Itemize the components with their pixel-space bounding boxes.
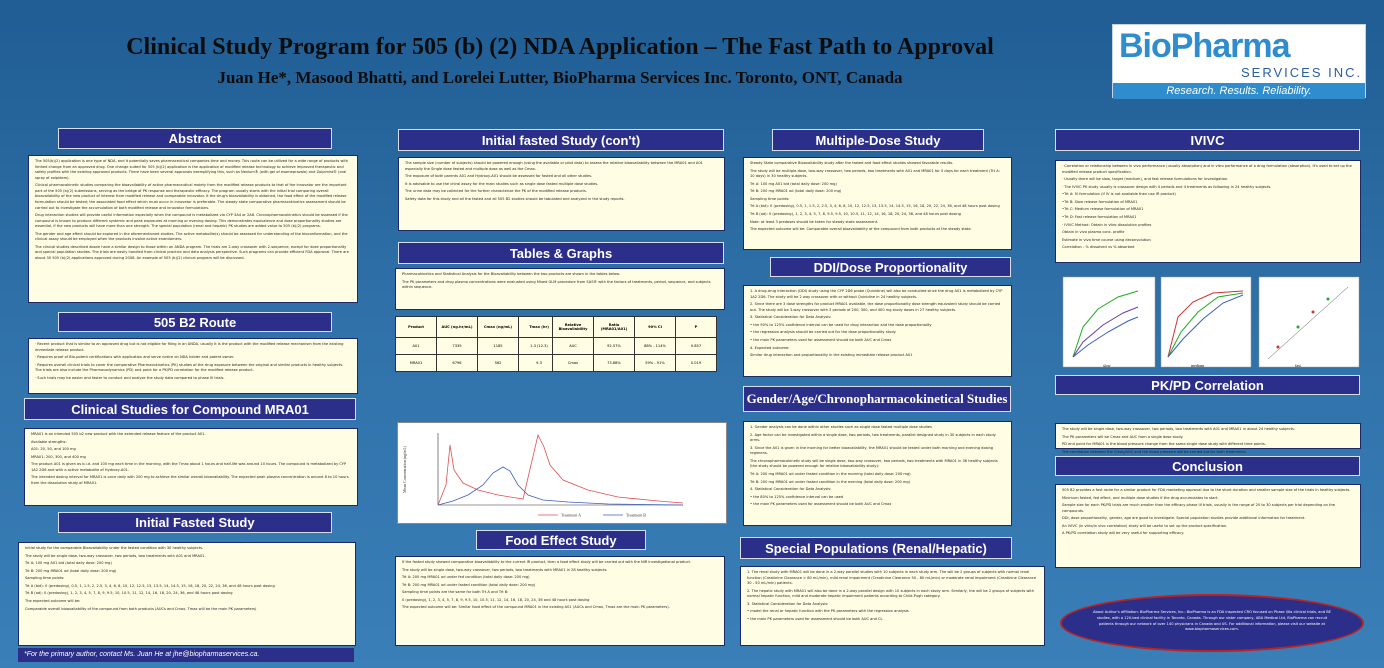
abstract-header: Abstract	[58, 128, 332, 149]
pkpd-paragraph: The study will be single dose, two-way crossover, two periods, two treatments with A01 and MRA01 in about 24 healthy subjects.	[1062, 427, 1296, 431]
pkpd-paragraph: The PK parameters will be Cmax and AUC from a single dose study.	[1062, 434, 1184, 439]
initial-paragraph: The expected outcome will be:	[25, 598, 81, 603]
table-row	[553, 338, 717, 355]
food-header: Food Effect Study	[476, 530, 646, 550]
ddi-body	[743, 285, 1012, 377]
initial_cont-paragraph: It is advisable to use the chiral assay for the main studies such as single dose fasted multiple dose studies.	[405, 181, 599, 186]
poster-authors: Juan He*, Masood Bhatti, and Lorelei Lutter, BioPharma Services Inc. Toronto, ONT, Canada	[217, 68, 903, 87]
tables-body	[395, 268, 725, 310]
table-cell: 9.3	[519, 355, 560, 372]
special-paragraph: • the main PK parameters used for assessment should be both AUC and CL	[747, 616, 883, 621]
multiple-body	[743, 157, 1012, 250]
logo-name: BioPharma	[1119, 27, 1290, 65]
gender-paragraph: 1. Gender analysis can be done within other studies such as single dose fasted multiple dose studies	[750, 425, 932, 429]
initial_cont-paragraph: The exposure of both parents A01 and Hydroxy-A01 should be assessed for fasted and all other studies.	[405, 174, 593, 179]
tables-paragraph: Pharmacokinetics and Statistical Analysis for the Bioavailability between the two products are shown in the tables below.	[402, 272, 621, 276]
pkpd-body	[1055, 423, 1361, 454]
food-paragraph: The expected outcome will be: Similar food effect of the compound MRA01 in the existing A01 (AUCs and Cmax, Tmax are the main PK parameters).	[402, 605, 670, 610]
food-paragraph: Trt A: 200 mg MRA01 od under fed condition (total daily dose: 200 mg)	[402, 575, 530, 580]
special-paragraph: 3. Statistical Consideration for Data Analysis:	[747, 601, 829, 606]
initial-paragraph: The study will be single dose, two-way crossover, two periods, two treatments with A01 and MRA01.	[25, 553, 206, 558]
gender-paragraph: • the 80% to 125% confidence interval can be used	[750, 494, 844, 499]
conclusion-paragraph: Minimum fasted, fed effect, and multiple dose studies if the drug accumulates to start.	[1062, 495, 1219, 500]
table-header-cell: Product	[396, 317, 437, 338]
abstract-paragraph: Clinical pharmacokinetic studies comparing the bioavailability of active pharmaceutical moiety from the modified release products to that of the innovator are the important part of the 505 (b)(2) submissions, serving as the bridge of PK response and therapeutic efficacy. The program usually starts with the initial trial comparing overall bioavailability of the new product of interest from modified release and comparable innovator. It the drug's bioavailability is obtained, the food effect of the modified release formulation should be tested; the associated food effect which must occur in innovator is preferable. The steady state comparative pharmacokinetics assessment should be carried out to investigate the accumulation of both modified release and innovator formulations.	[35, 183, 347, 210]
table-cell: 0.019	[676, 355, 717, 372]
ivivc-header: IVIVC	[1055, 129, 1360, 151]
gender-body	[743, 421, 1012, 526]
compound-paragraph: The intended dosing interval for MRA01 is once daily with 200 mg to achieve the similar overall bioavailability. The expected peak plasma concentration is around 8 to 10 hours from the dissolution study of MRA01.	[31, 475, 349, 485]
multiple-paragraph: Steady State comparative Bioavailability study after the fasted and food effect studies showed favorable results.	[750, 161, 954, 165]
table-row	[553, 355, 717, 372]
multiple-paragraph: Sampling time points:	[750, 196, 790, 201]
table-cell: 59% - 91%	[635, 355, 676, 372]
multiple-paragraph: Trt B (od): 0 (predosing), 1, 2, 3, 4, 5, 7, 8, 9.5, 9.5, 10, 10.5, 11, 12, 14, 16, 18, 20, 24, 36, and 48 hours post dosing	[750, 211, 961, 216]
affiliation-ellipse: About Author's affiliation: BioPharma Services, Inc.: BioPharma is an FDA inspected CRO focused on Phase I/IIa clinical trials, and BE studies, with a 120-bed clinical facility in Toronto, Canada. Through our sister company, ABA Medical Ltd, BioPharma can recruit patients through our network of over 140 physicians in Canada and US. For additional information, please visit our website at www.biopharmaservices.com.	[1060, 594, 1364, 652]
ivivc-paragraph: •Trt B: Slow release formulation of MRA01	[1062, 199, 1138, 204]
ivivc-legend-medium: medium	[1191, 363, 1205, 368]
multiple-paragraph: The study will be multiple-dose, two-way crossover, two periods, two treatments with A01 and MRA01 for 5 days for each treatment (Trt A: 10 days) in 30 healthy subjects.	[750, 168, 1000, 179]
legend-label-b: Treatment B	[626, 512, 646, 518]
stat-table-header	[553, 317, 717, 338]
pk-chart	[397, 422, 727, 524]
ivivc-paragraph: · IVIVC Method: Obtain in vitro dissolution profiles	[1062, 222, 1152, 227]
ivivc-paragraph: · Correlation or relationship between in vivo performance (usually absorption) and in vitro performance of a drug formulation (absorption). It's used to set up the modified release product specification.	[1062, 164, 1352, 174]
multiple-paragraph: Trt B: 200 mg MRA01 od (total daily dose: 200 mg)	[750, 189, 842, 194]
company-logo	[1112, 24, 1366, 98]
series-treatment-a	[438, 435, 683, 505]
conclusion-header: Conclusion	[1055, 456, 1360, 476]
table-cell: 562	[478, 355, 519, 372]
initial-paragraph: Initial study for the comparable Bioavailability under the fasted condition with 30 healthy subjects.	[25, 546, 204, 550]
food-paragraph: Trt B: 200 mg MRA01 od under fasted condition (total daily dose: 200 mg)	[402, 582, 536, 587]
conclusion-paragraph: DDI, dose proportionality, gender, age are good to investigate. Special population studies provide additional information for treatment.	[1062, 516, 1306, 521]
food-body	[395, 556, 725, 646]
gender-paragraph: Trt A: 200 mg MRA01 od under fasted condition in the morning (total daily dose: 200 mg)	[750, 471, 911, 476]
conclusion-body	[1055, 484, 1361, 568]
stat-table	[552, 316, 717, 372]
special-header: Special Populations (Renal/Hepatic)	[740, 537, 1012, 559]
table-header-cell: Tmax (hr)	[519, 317, 560, 338]
initial-header: Initial Fasted Study	[58, 512, 332, 533]
table-cell: 73.88%	[594, 355, 635, 372]
compound-paragraph: A01: 20, 50, and 100 mg	[31, 447, 76, 452]
food-paragraph: Sampling time points are the same for both Trt A and Trt B:	[402, 590, 509, 595]
conclusion-paragraph: An IVIVC (in vitro/in vivo correlation) study will be useful to set up the product specification.	[1062, 523, 1228, 528]
ddi-paragraph: Similar drug interaction and proportionality in the existing immediate release product A01	[750, 353, 913, 358]
table-cell: 7339	[437, 338, 478, 355]
multiple-paragraph: Trt A: 100 mg A01 bid (total daily dose: 200 mg)	[750, 181, 837, 186]
table-cell: 92.57%	[594, 338, 635, 355]
initial_cont-paragraph: The sample size (number of subjects) should be powered enough (using the available or pilot data) to assess the relative bioavailability between the MRA01 and A01 especially the Single dose fasted and multiple dose as well as the Cmax.	[405, 161, 703, 171]
pk-table	[395, 316, 560, 372]
ivivc-paragraph: •Trt D: Fast release formulation of MRA01	[1062, 214, 1137, 219]
table-cell: 6796	[437, 355, 478, 372]
compound-paragraph: The product A01 is given as b.i.d. and 100 mg each time in the morning, with the Tmax about 1 hours and half-life was around 10 hours. The compound is metabolized by CYP 1A2 2D6 and with a active metabolite of Hydroxy-A01.	[31, 462, 347, 472]
initial-paragraph: Sampling time points:	[25, 576, 65, 581]
multiple-paragraph: Trt A (bid): 0 (predosing), 0.5, 1, 1.5, 2, 2.5, 3, 4, 6, 8, 10, 12, 12.5, 13, 13.5, 14, 14.5, 15, 16, 18, 20, 22, 24, 36, and 48 hours post dosing	[750, 204, 1000, 209]
b2route-header: 505 B2 Route	[58, 312, 332, 332]
ivivc-paragraph: Correlation - % dissolved vs % absorbed	[1062, 245, 1135, 250]
initial-cont-header: Initial fasted Study (con't)	[398, 129, 724, 151]
table-cell: MRA01	[396, 355, 437, 372]
multiple-header: Multiple-Dose Study	[772, 129, 984, 151]
stat-table-wrap	[552, 316, 717, 372]
table-cell: A01	[396, 338, 437, 355]
table-header-cell: Relative Bioavailability	[553, 317, 594, 338]
pk-table-wrap	[395, 316, 560, 372]
conclusion-paragraph: Sample size for each PK/PD trials are much smaller than the efficacy phase III trials, usually in the range of 20 to 30 subjects per trial depending on the compounds.	[1062, 503, 1335, 513]
abstract-paragraph: The gender and age effect should be explored in the aforementioned studies. The active metabolite(s) should be assessed for understanding of the bioconformation, and the clinical assay should be employed when the products involve active enantiomers.	[35, 231, 348, 242]
abstract-paragraph: The clinical studies described above have a similar design to those within an ANDA program. The trials are 2-way crossover with 2-sequence, except for dose proportionality and special population studies. The trials are easily handled from clinical practice and data analysis perspective. Such programs can provide efficient FDA approval. There are about 30 505 (b)(2) applications approved during 2008. An example of 505 (b)(2) clinical program will be discussed.	[35, 244, 349, 260]
table-cell: 88% - 114%	[635, 338, 676, 355]
ivivc-charts-svg	[1063, 277, 1363, 369]
special-paragraph: 2. The hepatic study with MRA01 will also be done in a 2-way parallel design with 10 subjects in each study arm. Similarly, the will be 2 groups of subjects with normal hepatic function, mild and moderate hepatic impairment patients according to Child-Pugh category.	[747, 588, 1034, 599]
table-cell: 1.3 (12.3)	[519, 338, 560, 355]
gender-paragraph: 4. Statistical Consideration for Data Analysis:	[750, 487, 832, 492]
b2route-paragraph: · Requires proof of Bio-potent certifications with application and serve notice on NDA holder and patent owner.	[35, 355, 235, 360]
series-treatment-b	[438, 467, 683, 505]
table-header-cell: 90% CI	[635, 317, 676, 338]
footnote: *For the primary author, contact Ms. Juan He at jhe@biopharmaservices.ca.	[18, 648, 354, 662]
ddi-paragraph: • the main PK parameters used for assessment should be both AUC and Cmax	[750, 337, 892, 342]
logo-tagline: Research. Results. Reliability.	[1113, 83, 1365, 99]
ddi-paragraph: 1. A drug-drug interaction (DDI) study using the CYP 2D6 probe (Quinidine) will also be conducted since the drug A01 is metabolized by CYP 1A2 2D6. The study will be 2 way crossover with or without Quinidine in 24 healthy subjects.	[750, 289, 1003, 299]
ivivc-point	[1327, 298, 1330, 301]
ivivc-point	[1277, 346, 1280, 349]
compound-paragraph: Available strengths:	[31, 439, 67, 444]
initial-paragraph: Trt A (bid): 0 (predosing), 0.5, 1, 1.5, 2, 2.5, 3, 4, 6, 8, 10, 12, 12.5, 13, 13.5, 14, 14.5, 15, 16, 18, 20, 22, 24, 36, and 48 hours post dosing	[25, 583, 275, 588]
ivivc-chart-2-bg	[1161, 277, 1251, 367]
pkpd-paragraph: The correlation between the Cmax/AUC and the blood pressure will be carried out for both treatments.	[1062, 449, 1247, 454]
table-row	[396, 338, 560, 355]
ivivc-paragraph: · Usually there will be slow, target (medium), and fast release formulations for investigation.	[1062, 177, 1229, 182]
table-header-cell: AUC (ng.hr/mL)	[437, 317, 478, 338]
gender-paragraph: • the main PK parameters used for assessment should be both AUC and Cmax	[750, 502, 892, 507]
ddi-paragraph: 4. Expected outcome:	[750, 345, 790, 350]
pk-table-header	[396, 317, 560, 338]
table-header-cell: P	[676, 317, 717, 338]
initial_cont-paragraph: The urine data may be collected for the further characterize the PK of the modified release products.	[405, 189, 587, 194]
table-cell: 1185	[478, 338, 519, 355]
tables-paragraph: The PK parameters and drug plasma concentrations were evaluated using Mixed GLM procedure from SAS® with the factors of treatments, period, sequence, and subjects within sequence.	[402, 279, 711, 290]
b2route-paragraph: · Recent product that is similar to an approved drug but is not eligible for filing in an ANDA, usually it is the product with the modified release mechanism from the existing immediate release product.	[35, 342, 344, 352]
ddi-paragraph: • the regression analysis should be carried out for the dose proportionality study.	[750, 330, 897, 335]
poster-title: Clinical Study Program for 505 (b) (2) NDA Application – The Fast Path to Approval	[126, 34, 994, 60]
multiple-paragraph: Note: at least 3 predoses should be taken for steady state assessment.	[750, 219, 879, 224]
compound-body	[24, 428, 358, 506]
compound-header: Clinical Studies for Compound MRA01	[24, 398, 356, 420]
abstract-paragraph: Drug interaction studies will provide useful information especially when the compound is metabolized via CYP 3A4 or 2A6. Chronopharmacokinetics should be assessed if the compound is known to produce different systemic and peak exposures at morning or evening dosing. This demonstrates equivalence and dose proportionality studies are essential, if the new products will have more than one strength. The special population (renal and hepatic) PK studies are added value to 505 (b)(2) programs.	[35, 213, 348, 229]
food-paragraph: The study will be single dose, two-way crossover, two periods, two treatments with MRA01 in 28 healthy subjects.	[402, 567, 608, 572]
pkpd-header: PK/PD Correlation	[1055, 375, 1360, 395]
ddi-paragraph: 3. Statistical Consideration for Data Analysis:	[750, 315, 832, 320]
ivivc-paragraph: Estimate in vivo time course using deconvolution	[1062, 237, 1151, 242]
gender-paragraph: 2. Age factor can be investigated within a single dose, two periods, two treatments, parallel designed study in 30 subjects in each study arms.	[750, 432, 996, 443]
special-body	[740, 566, 1045, 646]
initial-paragraph: Trt B: 200 mg MRA01 od (total daily dose: 200 mg)	[25, 568, 117, 573]
ivivc-paragraph: •Trt A: IV formulation (if IV is not available then use IR product)	[1062, 192, 1176, 197]
ivivc-paragraph: · The IVIVC PK study usually is crossover design with 4 periods and 4 treatments as following in 24 healthy subjects.	[1062, 184, 1272, 189]
food-paragraph: 0 (predosing), 1, 2, 3, 4, 5, 7, 8, 9, 9.5, 10, 10.5, 11, 12, 14, 16, 18, 20, 24, 36 and 48 hours post dosing	[402, 597, 590, 602]
table-row	[396, 355, 560, 372]
b2route-body	[28, 338, 358, 394]
conclusion-paragraph: 505 B2 provides a fast route for a similar product for FDA marketing approval due to the short duration and smaller sample size of the trials in healthy subjects.	[1062, 488, 1351, 492]
initial-body	[18, 542, 356, 646]
legend-label-a: Treatment A	[561, 512, 581, 518]
ddi-paragraph: 2. Since there are 3 dose strengths for product MRA01 available, the dose proportionality dose strength equivalent study should be carried out. The study will be 3-way crossover with 3 periods of 200, 300, and 400 mg study doses in 27 healthy subjects.	[750, 302, 1001, 312]
special-paragraph: 1. The renal study with MRA01 will be done in a 2-way parallel studies with 10 subjects in each study arm. The will be 2 groups of subjects with normal renal function (Creatinine Clearance > 80 mL/min), mild renal impairment (Creatinine Clearance 50 - 80 mL/min) or moderate renal impairment (Creatinine Clearance 30 - 50 mL/min) patients.	[747, 570, 1037, 586]
table-cell: 0.857	[676, 338, 717, 355]
table-cell: Cmax	[553, 355, 594, 372]
ivivc-paragraph: Obtain in vivo plasma conc. profile	[1062, 230, 1125, 235]
ddi-paragraph: • the 90% to 125% confidence interval can be used for drug interaction and the dose proportionality	[750, 322, 932, 327]
compound-paragraph: MRA01: 200, 300, and 400 mg	[31, 454, 86, 459]
initial-cont-body	[398, 157, 725, 231]
ivivc-legend-fast: fast	[1295, 363, 1301, 368]
ivivc-point	[1312, 311, 1315, 314]
logo-sub: SERVICES INC.	[1241, 65, 1363, 80]
initial-paragraph: Trt A: 100 mg A01 bid (total daily dose: 200 mg)	[25, 561, 112, 566]
gender-paragraph: Trt B: 200 mg MRA01 od under fasted condition in the evening (total daily dose: 200 mg)	[750, 479, 911, 484]
food-paragraph: If the fasted study showed comparative bioavailability to the current IR product, then a food effect study will be carried out with the NIR investigational product.	[402, 560, 692, 564]
ivivc-body	[1055, 160, 1361, 263]
initial-paragraph: Comparable overall bioavailability of the compound from both products (AUCs and Cmax, Tmax will be the main PK parameters)	[25, 606, 257, 611]
gender-paragraph: 3. Since the A01 is given in the morning for better bioavailability, the MRA01 should be tested under both morning and evening dosing regimens.	[750, 445, 994, 456]
conclusion-paragraph: A PK/PD correlation study will be very useful for supporting efficacy.	[1062, 531, 1184, 536]
pkpd-paragraph: PD end point for MRA01 is the blood pressure change from the same single dose study with different time points.	[1062, 442, 1266, 447]
special-paragraph: • model the renal or hepatic function with the PK parameters with the regression analysis	[747, 609, 909, 614]
gender-header: Gender/Age/Chronopharmacokinetical Studies	[743, 386, 1011, 412]
pk-chart-svg	[398, 423, 724, 521]
initial-paragraph: Trt B (od): 0 (predosing), 1, 2, 3, 4, 5, 7, 8, 9, 9.5, 10, 10.5, 11, 12, 14, 16, 18, 20, 24, 36, and 48 hours post dosing	[25, 591, 233, 596]
chart-ylabel: Mean Concentration (ng/mL)	[402, 445, 407, 493]
compound-paragraph: MRA01 is an intended 505 b2 new product with the extended release feature of the product A01.	[31, 432, 206, 436]
abstract-paragraph: The 505(b)(2) application is one type of NDA, and it potentially saves pharmaceutical companies time and money. This route can be utilized for a wide range of products with limited change from an approved drug. One change suited for 505 (b)(2) application is the application of modified release technology to achieve improved therapeutic and safety profiles with the existing approved products. There have been several approvals exemplifying this, such as Nexium® (with gel of esomeprazole) and Zolpimist® (oral spray of zolpidem).	[35, 159, 349, 180]
initial_cont-paragraph: Safety data for this study and all the fasted and all 505 B2 studies should be tabulated and analyzed in the study reports.	[405, 196, 625, 201]
ivivc-point	[1297, 326, 1300, 329]
table-header-cell: Cmax (ng/mL)	[478, 317, 519, 338]
b2route-paragraph: · Requires overall clinical trials to cover the comparative Pharmacokinetics (PK) studies of the drug exposure between the original and similar products in healthy subjects. The trials are also include the Pharmacodynamics (PD) and point for a PK/PD correlation for the modified release product.	[35, 362, 344, 373]
ivivc-charts	[1063, 277, 1363, 369]
table-cell: AUC	[553, 338, 594, 355]
ddi-header: DDI/Dose Proportionality	[770, 257, 1011, 277]
gender-paragraph: The chronopharmacokinetic study will be single dose, two-way crossover, two periods, two treatments with MRA01 in 36 healthy subjects (the study should be powered enough for relative bioavailability study):	[750, 458, 998, 469]
tables-header: Tables & Graphs	[398, 242, 724, 264]
abstract-body	[28, 155, 358, 303]
table-header-cell: Ratio (MRA01/A01)	[594, 317, 635, 338]
multiple-paragraph: The expected outcome will be: Comparable overall bioavailability of the compound from both products at the steady state.	[750, 227, 972, 232]
ivivc-legend-slow: slow	[1103, 363, 1111, 368]
b2route-paragraph: · Such trials may be easier and faster to conduct and analyze the study data compared to phase III trials.	[35, 375, 225, 380]
ivivc-paragraph: •Trt C: Medium release formulation of MRA01	[1062, 207, 1144, 212]
